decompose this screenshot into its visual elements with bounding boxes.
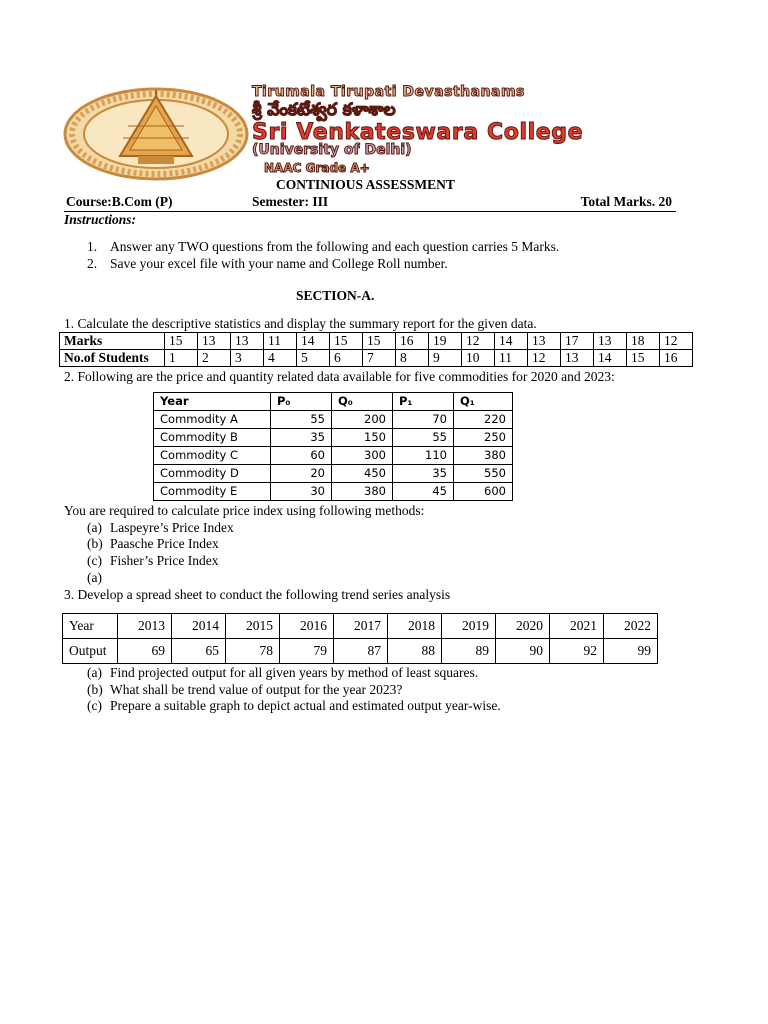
output-cell: 87 — [334, 639, 388, 664]
commodity-price-table — [153, 392, 513, 501]
row-label: No.of Students — [60, 350, 165, 367]
question-3-text: 3. Develop a spread sheet to conduct the following trend series analysis — [64, 587, 451, 602]
table-cell: 220 — [454, 411, 513, 429]
method-text: Paasche Price Index — [110, 536, 219, 551]
instructions-heading: Instructions: — [64, 212, 137, 227]
marks-cell: 12 — [462, 333, 495, 350]
table-cell: 30 — [271, 483, 332, 501]
table-cell: 35 — [271, 429, 332, 447]
marks-cell: 16 — [396, 333, 429, 350]
row-label: Output — [63, 639, 118, 664]
students-cell: 15 — [627, 350, 660, 367]
output-cell: 92 — [550, 639, 604, 664]
row-label: Year — [63, 614, 118, 639]
output-cell: 89 — [442, 639, 496, 664]
marks-cell: 12 — [660, 333, 693, 350]
commodity-name: Commodity A — [154, 411, 271, 429]
section-title: SECTION-A. — [296, 288, 375, 303]
marks-cell: 17 — [561, 333, 594, 350]
method-letter: (b) — [87, 536, 103, 551]
table-row — [154, 483, 513, 501]
marks-cell: 14 — [297, 333, 330, 350]
method-letter: (c) — [87, 553, 102, 568]
marks-cell: 15 — [165, 333, 198, 350]
instruction-text: Answer any TWO questions from the following and each question carries 5 Marks. — [110, 239, 560, 254]
method-text: Laspeyre’s Price Index — [110, 520, 234, 535]
students-cell: 11 — [495, 350, 528, 367]
question-1-text: 1. Calculate the descriptive statistics and display the summary report for the given data. — [64, 316, 537, 331]
table-cell: 600 — [454, 483, 513, 501]
table-cell: 380 — [454, 447, 513, 465]
year-cell: 2019 — [442, 614, 496, 639]
table-cell: 380 — [332, 483, 393, 501]
task-text: What shall be trend value of output for the year 2023? — [110, 682, 403, 697]
column-header: Year — [154, 393, 271, 411]
marks-cell: 13 — [594, 333, 627, 350]
students-cell: 16 — [660, 350, 693, 367]
output-cell: 69 — [118, 639, 172, 664]
students-cell: 13 — [561, 350, 594, 367]
year-cell: 2022 — [604, 614, 658, 639]
total-marks-label: Total Marks. 20 — [580, 194, 672, 209]
row-label: Marks — [60, 333, 165, 350]
marks-cell: 15 — [363, 333, 396, 350]
year-cell: 2017 — [334, 614, 388, 639]
task-text: Prepare a suitable graph to depict actual and estimated output year-wise. — [110, 698, 501, 713]
table-cell: 250 — [454, 429, 513, 447]
course-label: Course:B.Com (P) — [66, 194, 173, 209]
method-letter: (a) — [87, 570, 102, 585]
task-letter: (a) — [87, 665, 102, 680]
table-cell: 70 — [393, 411, 454, 429]
table-cell: 450 — [332, 465, 393, 483]
commodity-name: Commodity C — [154, 447, 271, 465]
table-cell: 550 — [454, 465, 513, 483]
commodity-name: Commodity B — [154, 429, 271, 447]
marks-cell: 13 — [528, 333, 561, 350]
marks-cell: 11 — [264, 333, 297, 350]
students-cell: 10 — [462, 350, 495, 367]
assessment-title: CONTINIOUS ASSESSMENT — [276, 177, 455, 192]
method-item — [87, 553, 218, 569]
marks-row — [60, 333, 693, 350]
question-2-instruction: You are required to calculate price index using following methods: — [64, 503, 425, 518]
semester-label: Semester: III — [252, 194, 329, 209]
output-cell: 90 — [496, 639, 550, 664]
college-name: Sri Venkateswara College — [252, 120, 584, 145]
output-cell: 79 — [280, 639, 334, 664]
table-cell: 110 — [393, 447, 454, 465]
table-cell: 55 — [271, 411, 332, 429]
students-cell: 7 — [363, 350, 396, 367]
students-cell: 14 — [594, 350, 627, 367]
college-name-telugu: శ్రీ వేంకటేశ్వర కళాశాల — [252, 100, 396, 120]
marks-cell: 13 — [231, 333, 264, 350]
task-letter: (c) — [87, 698, 102, 713]
method-item — [87, 536, 219, 552]
method-text: Fisher’s Price Index — [110, 553, 219, 568]
students-cell: 9 — [429, 350, 462, 367]
task-text: Find projected output for all given years by method of least squares. — [110, 665, 479, 680]
marks-cell: 18 — [627, 333, 660, 350]
trend-series-table — [62, 613, 658, 664]
table-cell: 35 — [393, 465, 454, 483]
year-cell: 2018 — [388, 614, 442, 639]
table-cell: 45 — [393, 483, 454, 501]
task-item — [87, 665, 478, 681]
marks-cell: 15 — [330, 333, 363, 350]
instruction-text: Save your excel file with your name and College Roll number. — [110, 256, 448, 271]
column-header: Q₁ — [454, 393, 513, 411]
course-meta-row — [64, 194, 676, 212]
students-cell: 12 — [528, 350, 561, 367]
table-cell: 300 — [332, 447, 393, 465]
method-item — [87, 520, 234, 536]
table-row — [154, 447, 513, 465]
students-row — [60, 350, 693, 367]
year-cell: 2013 — [118, 614, 172, 639]
year-cell: 2020 — [496, 614, 550, 639]
table-header-row — [154, 393, 513, 411]
students-cell: 8 — [396, 350, 429, 367]
instruction-number: 1. — [87, 239, 98, 254]
task-item — [87, 698, 501, 714]
students-cell: 6 — [330, 350, 363, 367]
method-item — [87, 570, 110, 586]
marks-cell: 13 — [198, 333, 231, 350]
table-row — [154, 465, 513, 483]
marks-cell: 19 — [429, 333, 462, 350]
table-cell: 200 — [332, 411, 393, 429]
output-cell: 78 — [226, 639, 280, 664]
instruction-item — [87, 239, 559, 255]
instruction-number: 2. — [87, 256, 98, 271]
year-cell: 2021 — [550, 614, 604, 639]
output-row — [63, 639, 658, 664]
table-cell: 20 — [271, 465, 332, 483]
table-row — [154, 429, 513, 447]
column-header: P₀ — [271, 393, 332, 411]
table-cell: 150 — [332, 429, 393, 447]
output-cell: 88 — [388, 639, 442, 664]
students-cell: 4 — [264, 350, 297, 367]
commodity-name: Commodity D — [154, 465, 271, 483]
task-letter: (b) — [87, 682, 103, 697]
year-row — [63, 614, 658, 639]
table-row — [154, 411, 513, 429]
marks-cell: 14 — [495, 333, 528, 350]
university-name: (University of Delhi) — [252, 142, 412, 158]
students-cell: 5 — [297, 350, 330, 367]
students-cell: 2 — [198, 350, 231, 367]
commodity-name: Commodity E — [154, 483, 271, 501]
task-item — [87, 682, 402, 698]
column-header: P₁ — [393, 393, 454, 411]
year-cell: 2014 — [172, 614, 226, 639]
temple-seal-logo — [62, 86, 250, 182]
output-cell: 65 — [172, 639, 226, 664]
output-cell: 99 — [604, 639, 658, 664]
students-cell: 3 — [231, 350, 264, 367]
table-cell: 60 — [271, 447, 332, 465]
column-header: Q₀ — [332, 393, 393, 411]
instruction-item — [87, 256, 448, 272]
marks-frequency-table — [59, 332, 693, 367]
method-letter: (a) — [87, 520, 102, 535]
question-2-text: 2. Following are the price and quantity related data available for five commodities for 2020 and 2023: — [64, 369, 615, 384]
students-cell: 1 — [165, 350, 198, 367]
naac-grade: NAAC Grade A+ — [264, 161, 370, 175]
year-cell: 2016 — [280, 614, 334, 639]
table-cell: 55 — [393, 429, 454, 447]
year-cell: 2015 — [226, 614, 280, 639]
trust-name: Tirumala Tirupati Devasthanams — [252, 84, 525, 100]
